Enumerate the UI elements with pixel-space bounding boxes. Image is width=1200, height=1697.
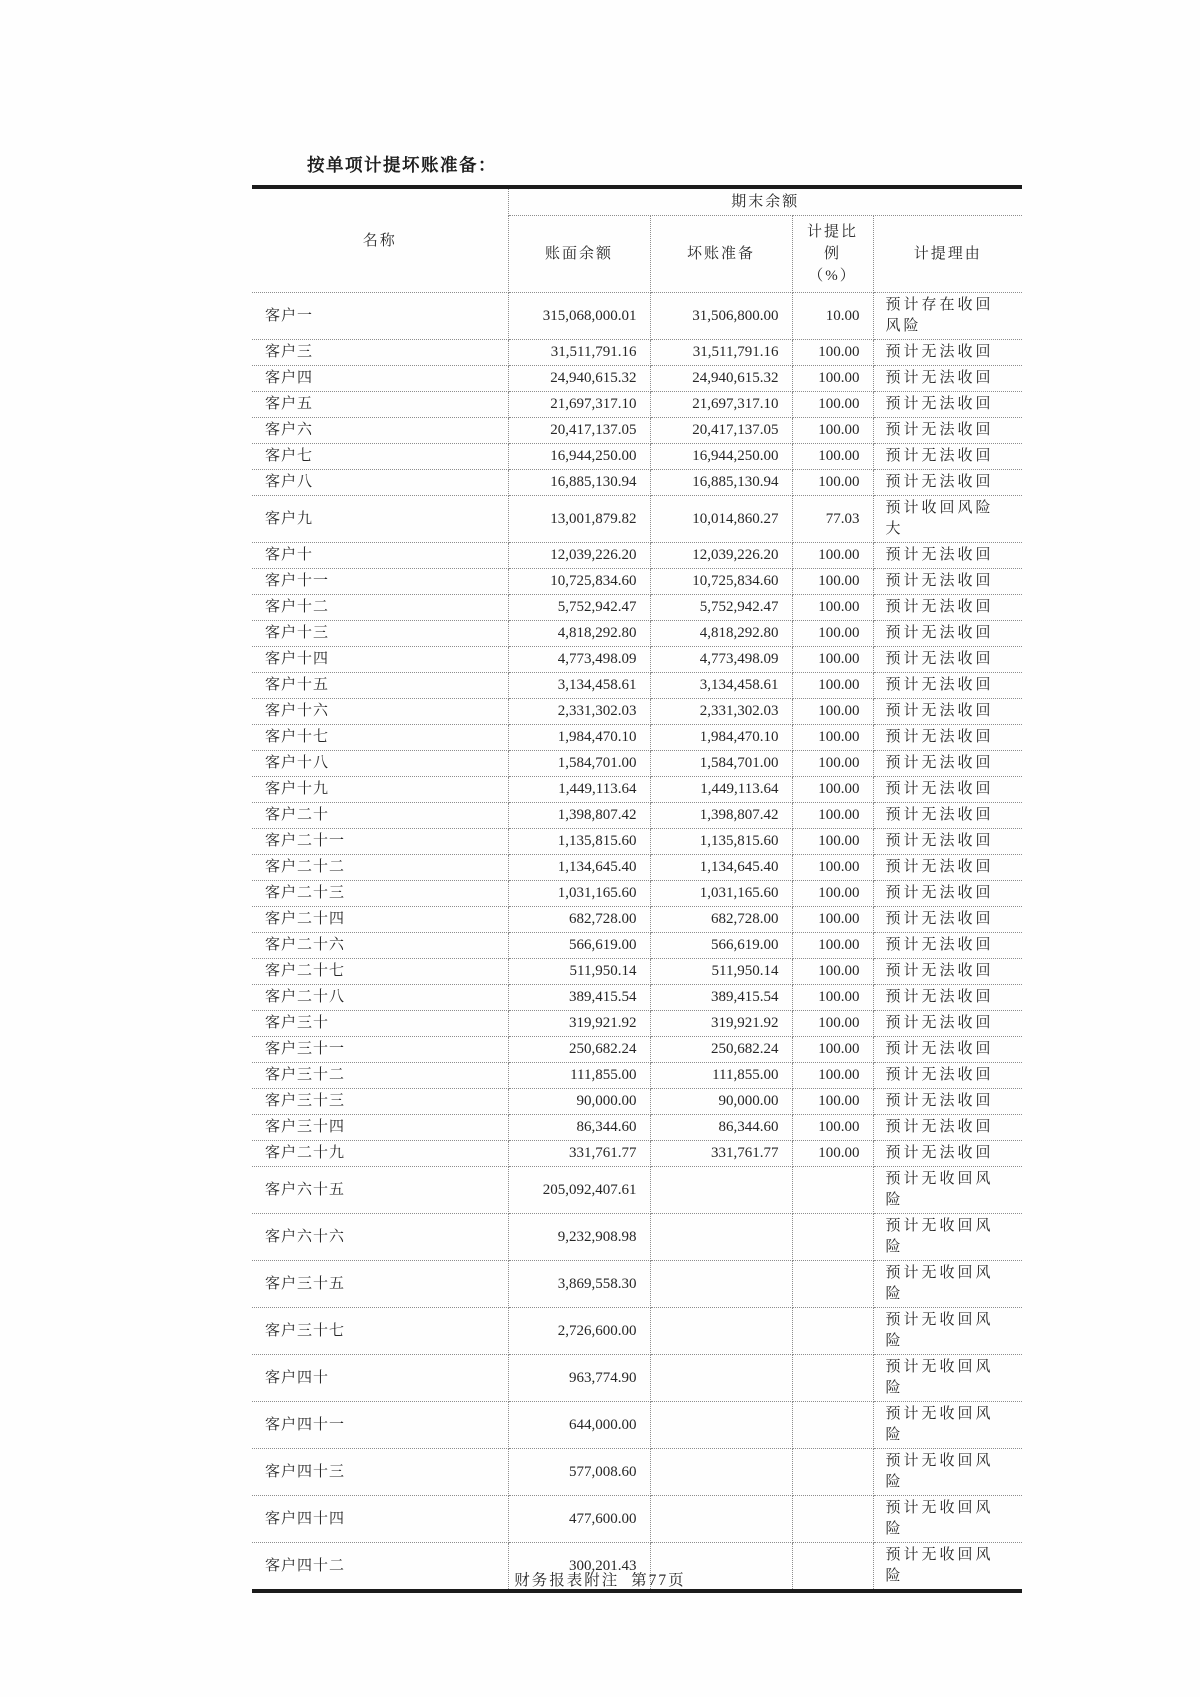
book-balance-cell: 21,697,317.10 — [508, 392, 650, 418]
ratio-cell — [792, 1261, 873, 1308]
book-balance-cell: 205,092,407.61 — [508, 1167, 650, 1214]
ratio-cell: 100.00 — [792, 1089, 873, 1115]
customer-name-cell: 客户四 — [252, 366, 508, 392]
table-row — [252, 496, 1022, 543]
customer-name-cell: 客户五 — [252, 392, 508, 418]
book-balance-cell: 5,752,942.47 — [508, 595, 650, 621]
customer-name-cell: 客户四十四 — [252, 1496, 508, 1543]
ratio-cell: 100.00 — [792, 699, 873, 725]
reason-cell: 预计无收回风险 — [873, 1449, 1022, 1496]
customer-name-cell: 客户二十七 — [252, 959, 508, 985]
provision-cell: 86,344.60 — [650, 1115, 792, 1141]
ratio-cell: 100.00 — [792, 340, 873, 366]
ratio-cell: 100.00 — [792, 470, 873, 496]
reason-cell: 预计无法收回 — [873, 444, 1022, 470]
ratio-cell — [792, 1308, 873, 1355]
book-balance-cell: 2,331,302.03 — [508, 699, 650, 725]
table-row — [252, 1449, 1022, 1496]
customer-name-cell: 客户四十二 — [252, 1543, 508, 1592]
table-row — [252, 1261, 1022, 1308]
table-row — [252, 803, 1022, 829]
ratio-cell — [792, 1449, 873, 1496]
reason-cell: 预计收回风险大 — [873, 496, 1022, 543]
reason-cell: 预计无收回风险 — [873, 1167, 1022, 1214]
book-balance-cell: 16,944,250.00 — [508, 444, 650, 470]
book-balance-cell: 3,869,558.30 — [508, 1261, 650, 1308]
book-balance-cell: 477,600.00 — [508, 1496, 650, 1543]
book-balance-cell: 566,619.00 — [508, 933, 650, 959]
ratio-cell: 100.00 — [792, 1115, 873, 1141]
provision-cell — [650, 1261, 792, 1308]
customer-name-cell: 客户三 — [252, 340, 508, 366]
table-row — [252, 1308, 1022, 1355]
ratio-cell: 77.03 — [792, 496, 873, 543]
table-row — [252, 1167, 1022, 1214]
table-row — [252, 569, 1022, 595]
ratio-cell — [792, 1214, 873, 1261]
table-row — [252, 985, 1022, 1011]
table-row — [252, 1011, 1022, 1037]
reason-cell: 预计无法收回 — [873, 418, 1022, 444]
table-row — [252, 1402, 1022, 1449]
reason-cell: 预计无法收回 — [873, 959, 1022, 985]
table-row — [252, 751, 1022, 777]
bad-debt-provision-table — [252, 185, 1022, 1593]
book-balance-cell: 389,415.54 — [508, 985, 650, 1011]
ratio-cell: 100.00 — [792, 725, 873, 751]
reason-cell: 预计无法收回 — [873, 647, 1022, 673]
reason-cell: 预计无法收回 — [873, 1089, 1022, 1115]
provision-cell: 31,511,791.16 — [650, 340, 792, 366]
reason-cell: 预计无收回风险 — [873, 1308, 1022, 1355]
header-provision-ratio-line3: （%） — [808, 268, 857, 284]
customer-name-cell: 客户九 — [252, 496, 508, 543]
customer-name-cell: 客户二十六 — [252, 933, 508, 959]
book-balance-cell: 1,449,113.64 — [508, 777, 650, 803]
ratio-cell: 100.00 — [792, 751, 873, 777]
table-row — [252, 881, 1022, 907]
ratio-cell: 100.00 — [792, 647, 873, 673]
table-row — [252, 673, 1022, 699]
book-balance-cell: 86,344.60 — [508, 1115, 650, 1141]
customer-name-cell: 客户三十 — [252, 1011, 508, 1037]
header-provision-reason: 计提理由 — [873, 216, 1022, 293]
customer-name-cell: 客户六 — [252, 418, 508, 444]
provision-cell: 10,725,834.60 — [650, 569, 792, 595]
book-balance-cell: 644,000.00 — [508, 1402, 650, 1449]
table-row — [252, 543, 1022, 569]
provision-cell: 2,331,302.03 — [650, 699, 792, 725]
table-row — [252, 418, 1022, 444]
provision-cell: 319,921.92 — [650, 1011, 792, 1037]
reason-cell: 预计无法收回 — [873, 569, 1022, 595]
customer-name-cell: 客户四十一 — [252, 1402, 508, 1449]
header-bad-debt-provision: 坏账准备 — [650, 216, 792, 293]
customer-name-cell: 客户十九 — [252, 777, 508, 803]
customer-name-cell: 客户十七 — [252, 725, 508, 751]
reason-cell: 预计无收回风险 — [873, 1214, 1022, 1261]
ratio-cell: 100.00 — [792, 907, 873, 933]
customer-name-cell: 客户十六 — [252, 699, 508, 725]
book-balance-cell: 1,398,807.42 — [508, 803, 650, 829]
ratio-cell: 100.00 — [792, 1141, 873, 1167]
table-row — [252, 699, 1022, 725]
book-balance-cell: 111,855.00 — [508, 1063, 650, 1089]
customer-name-cell: 客户一 — [252, 293, 508, 340]
customer-name-cell: 客户二十一 — [252, 829, 508, 855]
table-row — [252, 1214, 1022, 1261]
customer-name-cell: 客户三十七 — [252, 1308, 508, 1355]
reason-cell: 预计无法收回 — [873, 392, 1022, 418]
reason-cell: 预计无法收回 — [873, 803, 1022, 829]
ratio-cell: 100.00 — [792, 543, 873, 569]
reason-cell: 预计无法收回 — [873, 699, 1022, 725]
reason-cell: 预计无收回风险 — [873, 1402, 1022, 1449]
customer-name-cell: 客户三十一 — [252, 1037, 508, 1063]
book-balance-cell: 511,950.14 — [508, 959, 650, 985]
ratio-cell: 100.00 — [792, 418, 873, 444]
ratio-cell: 100.00 — [792, 444, 873, 470]
customer-name-cell: 客户十四 — [252, 647, 508, 673]
book-balance-cell: 10,725,834.60 — [508, 569, 650, 595]
reason-cell: 预计无法收回 — [873, 673, 1022, 699]
reason-cell: 预计无法收回 — [873, 1063, 1022, 1089]
reason-cell: 预计无收回风险 — [873, 1261, 1022, 1308]
book-balance-cell: 4,818,292.80 — [508, 621, 650, 647]
provision-cell: 1,584,701.00 — [650, 751, 792, 777]
reason-cell: 预计无法收回 — [873, 595, 1022, 621]
ratio-cell — [792, 1355, 873, 1402]
customer-name-cell: 客户二十九 — [252, 1141, 508, 1167]
provision-cell: 24,940,615.32 — [650, 366, 792, 392]
book-balance-cell: 315,068,000.01 — [508, 293, 650, 340]
customer-name-cell: 客户四十 — [252, 1355, 508, 1402]
provision-cell: 20,417,137.05 — [650, 418, 792, 444]
provision-cell — [650, 1496, 792, 1543]
customer-name-cell: 客户二十四 — [252, 907, 508, 933]
table-header — [252, 187, 1022, 293]
provision-cell — [650, 1402, 792, 1449]
reason-cell: 预计无法收回 — [873, 470, 1022, 496]
reason-cell: 预计无收回风险 — [873, 1355, 1022, 1402]
ratio-cell: 100.00 — [792, 1063, 873, 1089]
ratio-cell: 100.00 — [792, 621, 873, 647]
reason-cell: 预计无收回风险 — [885, 1547, 994, 1584]
ratio-cell: 100.00 — [792, 673, 873, 699]
provision-cell: 389,415.54 — [650, 985, 792, 1011]
provision-cell: 511,950.14 — [650, 959, 792, 985]
book-balance-cell: 4,773,498.09 — [508, 647, 650, 673]
table-row — [252, 725, 1022, 751]
reason-cell: 预计无法收回 — [873, 340, 1022, 366]
book-balance-cell: 31,511,791.16 — [508, 340, 650, 366]
provision-cell: 12,039,226.20 — [650, 543, 792, 569]
table-row — [252, 293, 1022, 340]
reason-cell: 预计无法收回 — [873, 725, 1022, 751]
book-balance-cell: 20,417,137.05 — [508, 418, 650, 444]
ratio-cell: 100.00 — [792, 777, 873, 803]
table-row — [252, 959, 1022, 985]
provision-cell: 10,014,860.27 — [650, 496, 792, 543]
customer-name-cell: 客户十 — [252, 543, 508, 569]
ratio-cell: 100.00 — [792, 803, 873, 829]
provision-cell — [650, 1308, 792, 1355]
ratio-cell: 100.00 — [792, 595, 873, 621]
book-balance-cell: 300,201.43 — [508, 1543, 650, 1592]
ratio-cell: 100.00 — [792, 829, 873, 855]
customer-name-cell: 客户八 — [252, 470, 508, 496]
header-name: 名称 — [252, 187, 508, 293]
ratio-cell: 100.00 — [792, 1037, 873, 1063]
book-balance-cell: 577,008.60 — [508, 1449, 650, 1496]
ratio-cell — [792, 1402, 873, 1449]
table-row — [252, 621, 1022, 647]
ratio-cell: 100.00 — [792, 392, 873, 418]
reason-cell: 预计无法收回 — [873, 829, 1022, 855]
table-row — [252, 1063, 1022, 1089]
header-book-balance: 账面余额 — [508, 216, 650, 293]
table-body — [252, 293, 1022, 1592]
ratio-cell: 100.00 — [792, 933, 873, 959]
book-balance-cell: 331,761.77 — [508, 1141, 650, 1167]
ratio-cell: 100.00 — [792, 881, 873, 907]
provision-cell — [650, 1449, 792, 1496]
provision-cell: 4,818,292.80 — [650, 621, 792, 647]
book-balance-cell: 9,232,908.98 — [508, 1214, 650, 1261]
table-row — [252, 647, 1022, 673]
reason-cell: 预计存在收回风险 — [873, 293, 1022, 340]
customer-name-cell: 客户三十二 — [252, 1063, 508, 1089]
table-row — [252, 1355, 1022, 1402]
provision-cell — [650, 1214, 792, 1261]
provision-cell: 5,752,942.47 — [650, 595, 792, 621]
book-balance-cell: 1,135,815.60 — [508, 829, 650, 855]
ratio-cell: 100.00 — [792, 985, 873, 1011]
section-title: 按单项计提坏账准备： — [307, 155, 497, 175]
table-row — [252, 470, 1022, 496]
provision-cell: 16,885,130.94 — [650, 470, 792, 496]
provision-cell: 16,944,250.00 — [650, 444, 792, 470]
table-row — [252, 1496, 1022, 1543]
provision-cell: 1,134,645.40 — [650, 855, 792, 881]
table-row — [252, 855, 1022, 881]
header-provision-ratio-line2: 例 — [823, 246, 841, 262]
page-footer: 财务报表附注 第77页 — [514, 1572, 686, 1589]
reason-cell: 预计无法收回 — [873, 777, 1022, 803]
provision-cell: 1,031,165.60 — [650, 881, 792, 907]
provision-cell: 3,134,458.61 — [650, 673, 792, 699]
customer-name-cell: 客户六十六 — [252, 1214, 508, 1261]
table-row — [252, 907, 1022, 933]
book-balance-cell: 13,001,879.82 — [508, 496, 650, 543]
provision-cell: 1,984,470.10 — [650, 725, 792, 751]
table-row — [252, 595, 1022, 621]
reason-cell: 预计无法收回 — [873, 543, 1022, 569]
customer-name-cell: 客户三十三 — [252, 1089, 508, 1115]
table-row — [252, 1037, 1022, 1063]
table-row — [252, 1089, 1022, 1115]
provision-cell: 331,761.77 — [650, 1141, 792, 1167]
book-balance-cell: 963,774.90 — [508, 1355, 650, 1402]
book-balance-cell: 1,134,645.40 — [508, 855, 650, 881]
book-balance-cell: 1,584,701.00 — [508, 751, 650, 777]
reason-cell: 预计无法收回 — [873, 1011, 1022, 1037]
customer-name-cell: 客户十三 — [252, 621, 508, 647]
provision-cell: 250,682.24 — [650, 1037, 792, 1063]
customer-name-cell: 客户二十二 — [252, 855, 508, 881]
reason-cell: 预计无法收回 — [873, 855, 1022, 881]
reason-cell: 预计无法收回 — [873, 881, 1022, 907]
reason-cell: 预计无法收回 — [873, 621, 1022, 647]
reason-cell: 预计无收回风险 — [873, 1496, 1022, 1543]
provision-cell: 566,619.00 — [650, 933, 792, 959]
header-provision-ratio-line1: 计提比 — [806, 224, 858, 240]
customer-name-cell: 客户六十五 — [252, 1167, 508, 1214]
provision-cell: 1,449,113.64 — [650, 777, 792, 803]
ratio-cell — [792, 1167, 873, 1214]
book-balance-cell: 682,728.00 — [508, 907, 650, 933]
table-row — [252, 829, 1022, 855]
provision-cell: 31,506,800.00 — [650, 293, 792, 340]
reason-cell: 预计无法收回 — [873, 907, 1022, 933]
header-provision-ratio — [792, 216, 873, 293]
ratio-cell: 100.00 — [792, 569, 873, 595]
provision-cell: 1,135,815.60 — [650, 829, 792, 855]
customer-name-cell: 客户十二 — [252, 595, 508, 621]
reason-cell: 预计无法收回 — [873, 1037, 1022, 1063]
book-balance-cell: 319,921.92 — [508, 1011, 650, 1037]
customer-name-cell: 客户四十三 — [252, 1449, 508, 1496]
provision-cell: 21,697,317.10 — [650, 392, 792, 418]
customer-name-cell: 客户七 — [252, 444, 508, 470]
table-row — [252, 444, 1022, 470]
book-balance-cell: 12,039,226.20 — [508, 543, 650, 569]
book-balance-cell: 1,031,165.60 — [508, 881, 650, 907]
book-balance-cell: 90,000.00 — [508, 1089, 650, 1115]
ratio-cell: 10.00 — [792, 293, 873, 340]
provision-cell: 682,728.00 — [650, 907, 792, 933]
provision-cell: 111,855.00 — [650, 1063, 792, 1089]
ratio-cell: 100.00 — [792, 366, 873, 392]
ratio-cell: 100.00 — [792, 959, 873, 985]
customer-name-cell: 客户十一 — [252, 569, 508, 595]
customer-name-cell: 客户十八 — [252, 751, 508, 777]
book-balance-cell: 1,984,470.10 — [508, 725, 650, 751]
provision-cell: 4,773,498.09 — [650, 647, 792, 673]
reason-cell: 预计无法收回 — [873, 366, 1022, 392]
reason-cell: 预计无法收回 — [873, 1141, 1022, 1167]
provision-cell: 90,000.00 — [650, 1089, 792, 1115]
table-row — [252, 392, 1022, 418]
reason-cell: 预计无法收回 — [873, 1115, 1022, 1141]
table-row — [252, 366, 1022, 392]
book-balance-cell: 2,726,600.00 — [508, 1308, 650, 1355]
table-row — [252, 933, 1022, 959]
customer-name-cell: 客户十五 — [252, 673, 508, 699]
customer-name-cell: 客户三十四 — [252, 1115, 508, 1141]
book-balance-cell: 3,134,458.61 — [508, 673, 650, 699]
book-balance-cell: 16,885,130.94 — [508, 470, 650, 496]
book-balance-cell: 250,682.24 — [508, 1037, 650, 1063]
provision-cell — [650, 1167, 792, 1214]
provision-cell: 1,398,807.42 — [650, 803, 792, 829]
header-period-end-balance: 期末余额 — [508, 187, 1022, 216]
customer-name-cell: 客户二十 — [252, 803, 508, 829]
ratio-cell — [792, 1496, 873, 1543]
customer-name-cell: 客户二十三 — [252, 881, 508, 907]
reason-cell: 预计无法收回 — [873, 985, 1022, 1011]
table-row — [252, 777, 1022, 803]
ratio-cell: 100.00 — [792, 855, 873, 881]
customer-name-cell: 客户三十五 — [252, 1261, 508, 1308]
table-row — [252, 1141, 1022, 1167]
reason-cell: 预计无法收回 — [873, 933, 1022, 959]
provision-cell — [650, 1355, 792, 1402]
table-row — [252, 340, 1022, 366]
ratio-cell: 100.00 — [792, 1011, 873, 1037]
table-row — [252, 1115, 1022, 1141]
reason-cell: 预计无法收回 — [873, 751, 1022, 777]
customer-name-cell: 客户二十八 — [252, 985, 508, 1011]
book-balance-cell: 24,940,615.32 — [508, 366, 650, 392]
